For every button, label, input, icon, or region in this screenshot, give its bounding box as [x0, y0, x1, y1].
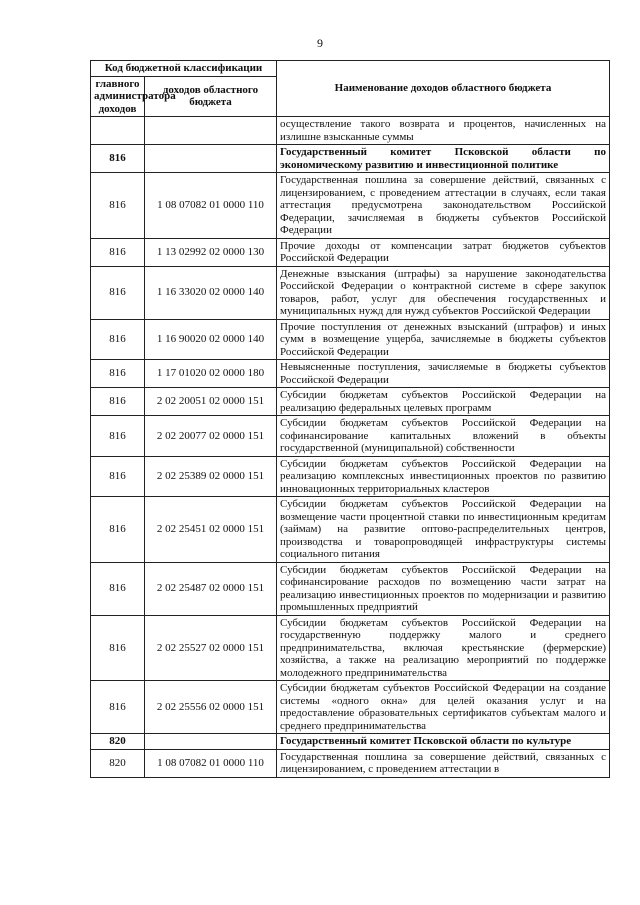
- header-admin-code: главного администратора доходов: [91, 76, 145, 117]
- table-row: [91, 734, 610, 750]
- admin-code-cell: 816: [91, 173, 145, 239]
- table-row: [91, 456, 610, 497]
- income-name-cell: Прочие доходы от компенсации затрат бюджетов субъектов Российской Федерации: [277, 238, 610, 266]
- admin-code-cell: 816: [91, 615, 145, 681]
- income-code-cell: 2 02 25487 02 0000 151: [145, 562, 277, 615]
- income-name-cell: Субсидии бюджетам субъектов Российской Федерации на государственную поддержку малого и среднего предпринимательства, включая крестьянские (фермерские) хозяйства, а также на реализацию мероприятий по поддержке молодежного предпринимательства: [277, 615, 610, 681]
- admin-code-cell: 816: [91, 388, 145, 416]
- table-row: [91, 117, 610, 145]
- income-name-cell: Субсидии бюджетам субъектов Российской Федерации на реализацию комплексных инвестиционных проектов по развитию инновационных территориальных кластеров: [277, 456, 610, 497]
- income-code-cell: 1 17 01020 02 0000 180: [145, 360, 277, 388]
- admin-code-cell: 816: [91, 360, 145, 388]
- income-name-cell: Невыясненные поступления, зачисляемые в бюджеты субъектов Российской Федерации: [277, 360, 610, 388]
- income-code-cell: 2 02 25451 02 0000 151: [145, 497, 277, 563]
- budget-classification-table: [90, 60, 610, 778]
- income-name-cell: Субсидии бюджетам субъектов Российской Федерации на софинансирование капитальных вложений в объекты государственной (муниципальной) собственности: [277, 416, 610, 457]
- income-code-cell: [145, 145, 277, 173]
- admin-code-cell: 820: [91, 734, 145, 750]
- income-code-cell: 1 16 33020 02 0000 140: [145, 266, 277, 319]
- income-code-cell: 2 02 25556 02 0000 151: [145, 681, 277, 734]
- income-code-cell: 1 08 07082 01 0000 110: [145, 173, 277, 239]
- admin-code-cell: 816: [91, 266, 145, 319]
- table-row: [91, 681, 610, 734]
- income-name-cell: осуществление такого возврата и процентов, начисленных на излишне взысканные суммы: [277, 117, 610, 145]
- header-classification-code: Код бюджетной классификации: [91, 61, 277, 77]
- admin-code-cell: 816: [91, 416, 145, 457]
- admin-code-cell: 816: [91, 238, 145, 266]
- table-row: [91, 416, 610, 457]
- income-name-cell: Государственная пошлина за совершение действий, связанных с лицензированием, с проведением аттестации в: [277, 749, 610, 777]
- income-code-cell: 2 02 20051 02 0000 151: [145, 388, 277, 416]
- income-code-cell: [145, 734, 277, 750]
- income-code-cell: 1 08 07082 01 0000 110: [145, 749, 277, 777]
- income-name-cell: Денежные взыскания (штрафы) за нарушение законодательства Российской Федерации о контрактной системе в сфере закупок товаров, работ, услуг для обеспечения государственных и муниципальных нужд для нужд субъектов Российской Федерации: [277, 266, 610, 319]
- income-name-cell: Субсидии бюджетам субъектов Российской Федерации на возмещение части процентной ставки по инвестиционным кредитам (займам) на развитие оптово-распределительных центров, производства и товаропроводящей инфраструктуры системы социального питания: [277, 497, 610, 563]
- table-row: [91, 145, 610, 173]
- income-name-cell: Прочие поступления от денежных взысканий (штрафов) и иных сумм в возмещение ущерба, зачисляемые в бюджеты субъектов Российской Федерации: [277, 319, 610, 360]
- income-code-cell: 2 02 25527 02 0000 151: [145, 615, 277, 681]
- header-income-code: доходов областного бюджета: [145, 76, 277, 117]
- admin-code-cell: 816: [91, 145, 145, 173]
- header-income-name: Наименование доходов областного бюджета: [277, 61, 610, 117]
- income-code-cell: 1 16 90020 02 0000 140: [145, 319, 277, 360]
- income-name-cell: Субсидии бюджетам субъектов Российской Федерации на реализацию федеральных целевых программ: [277, 388, 610, 416]
- admin-code-cell: 816: [91, 497, 145, 563]
- table-row: [91, 319, 610, 360]
- table-row: [91, 562, 610, 615]
- table-row: [91, 266, 610, 319]
- income-name-cell: Государственная пошлина за совершение действий, связанных с лицензированием, с проведением аттестации в случаях, если такая аттестация предусмотрена законодательством Российской Федерации, зачисляемая в бюджеты субъектов Российской Федерации: [277, 173, 610, 239]
- income-code-cell: [145, 117, 277, 145]
- income-name-cell: Субсидии бюджетам субъектов Российской Федерации на софинансирование расходов по возмещению части затрат на реализацию инвестиционных проектов по модернизации и развитию промышленных предприятий: [277, 562, 610, 615]
- table-row: [91, 497, 610, 563]
- table-row: [91, 749, 610, 777]
- table-body: [91, 117, 610, 778]
- admin-code-cell: 820: [91, 749, 145, 777]
- table-row: [91, 360, 610, 388]
- table-row: [91, 615, 610, 681]
- admin-code-cell: 816: [91, 319, 145, 360]
- income-name-cell: Субсидии бюджетам субъектов Российской Федерации на создание системы «одного окна» для целей оказания услуг и на предоставление образовательных сертификатов субъектам малого и среднего предпринимательства: [277, 681, 610, 734]
- admin-code-cell: [91, 117, 145, 145]
- income-code-cell: 1 13 02992 02 0000 130: [145, 238, 277, 266]
- income-name-cell: Государственный комитет Псковской области по экономическому развитию и инвестиционной политике: [277, 145, 610, 173]
- admin-code-cell: 816: [91, 681, 145, 734]
- table-row: [91, 388, 610, 416]
- page-number: 9: [317, 36, 323, 50]
- admin-code-cell: 816: [91, 456, 145, 497]
- table-row: [91, 173, 610, 239]
- income-code-cell: 2 02 25389 02 0000 151: [145, 456, 277, 497]
- income-code-cell: 2 02 20077 02 0000 151: [145, 416, 277, 457]
- table-row: [91, 238, 610, 266]
- income-name-cell: Государственный комитет Псковской области по культуре: [277, 734, 610, 750]
- admin-code-cell: 816: [91, 562, 145, 615]
